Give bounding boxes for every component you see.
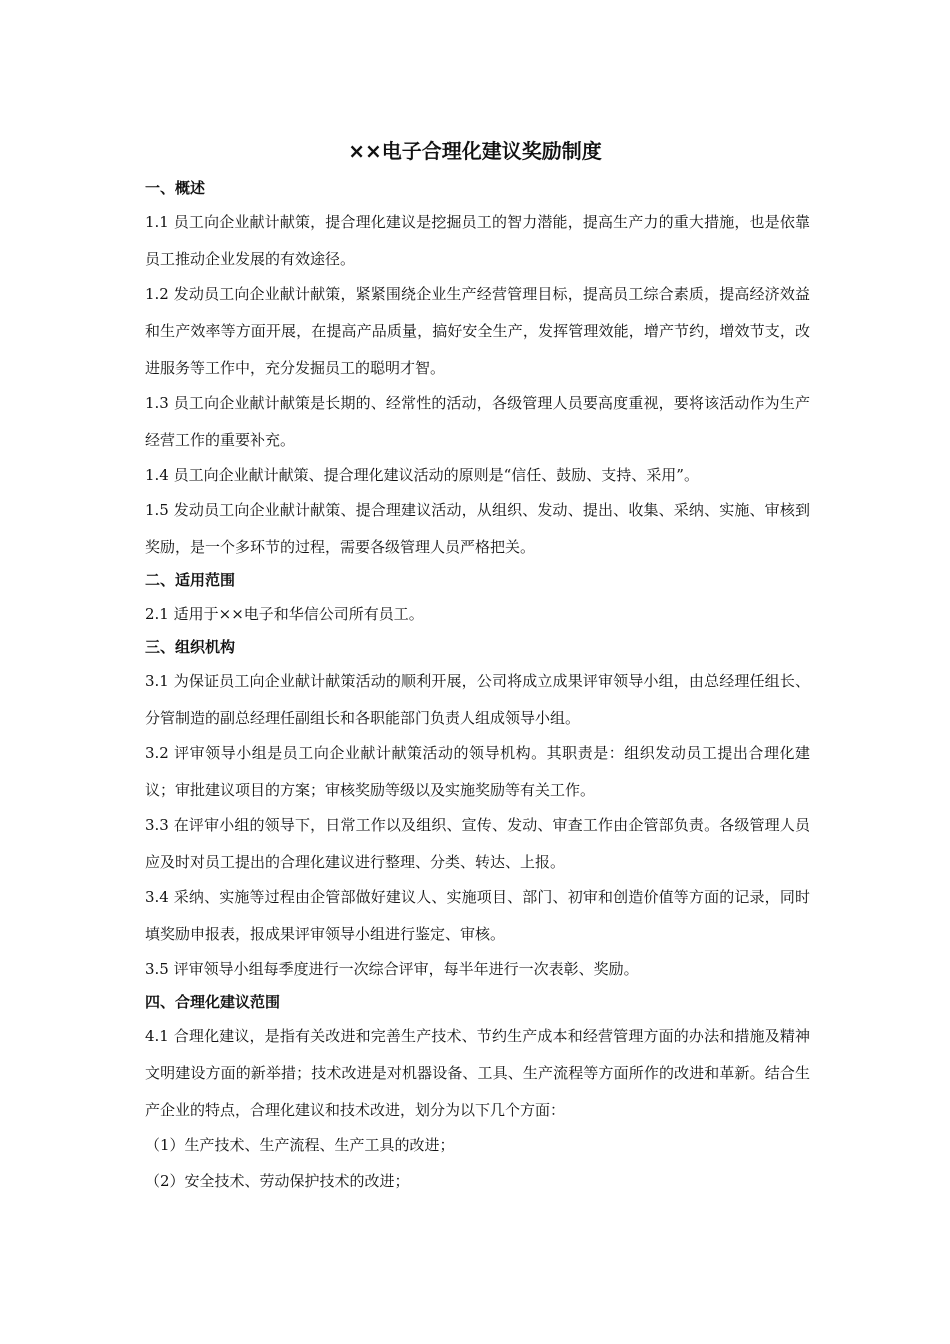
paragraph: 1.5 发动员工向企业献计献策、提合理建议活动，从组织、发动、提出、收集、采纳、实施、审核到奖励，是一个多环节的过程，需要各级管理人员严格把关。 xyxy=(145,501,810,556)
section-heading: 二、适用范围 xyxy=(145,571,236,589)
section-heading: 三、组织机构 xyxy=(145,638,236,656)
paragraph: 1.2 发动员工向企业献计献策，紧紧围绕企业生产经营管理目标，提高员工综合素质，提高经济效益和生产效率等方面开展，在提高产品质量，搞好安全生产，发挥管理效能，增产节约，增效节支，改进服务等工作中，充分发掘员工的聪明才智。 xyxy=(145,285,810,377)
paragraph: 3.2 评审领导小组是员工向企业献计献策活动的领导机构。其职责是：组织发动员工提出合理化建议；审批建议项目的方案；审核奖励等级以及实施奖励等有关工作。 xyxy=(145,744,810,799)
section-suggestion-scope xyxy=(145,986,810,1199)
document-body xyxy=(145,172,810,1199)
paragraph: 4.1 合理化建议，是指有关改进和完善生产技术、节约生产成本和经营管理方面的办法和措施及精神文明建设方面的新举措；技术改进是对机器设备、工具、生产流程等方面所作的改进和革新。结合生产企业的特点，合理化建议和技术改进，划分为以下几个方面： xyxy=(145,1027,810,1119)
paragraph: 3.4 采纳、实施等过程由企管部做好建议人、实施项目、部门、初审和创造价值等方面的记录，同时填奖励申报表，报成果评审领导小组进行鉴定、审核。 xyxy=(145,888,810,943)
paragraph: 3.5 评审领导小组每季度进行一次综合评审，每半年进行一次表彰、奖励。 xyxy=(145,960,639,978)
document-title: ××电子合理化建议奖励制度 xyxy=(348,139,602,163)
paragraph: 1.4 员工向企业献计献策、提合理化建议活动的原则是“信任、鼓励、支持、采用”。 xyxy=(145,466,699,484)
paragraph: 3.3 在评审小组的领导下，日常工作以及组织、宣传、发动、审查工作由企管部负责。各级管理人员应及时对员工提出的合理化建议进行整理、分类、转达、上报。 xyxy=(145,816,810,871)
section-heading: 一、概述 xyxy=(145,179,206,197)
paragraph: 2.1 适用于××电子和华信公司所有员工。 xyxy=(145,605,424,623)
paragraph: 1.3 员工向企业献计献策是长期的、经常性的活动，各级管理人员要高度重视，要将该活动作为生产经营工作的重要补充。 xyxy=(145,394,810,449)
paragraph: 1.1 员工向企业献计献策，提合理化建议是挖掘员工的智力潜能，提高生产力的重大措施，也是依靠员工推动企业发展的有效途径。 xyxy=(145,213,810,268)
section-heading: 四、合理化建议范围 xyxy=(145,993,281,1011)
list-item: （1）生产技术、生产流程、生产工具的改进； xyxy=(145,1136,455,1154)
section-overview xyxy=(145,172,810,566)
paragraph: 3.1 为保证员工向企业献计献策活动的顺利开展，公司将成立成果评审领导小组，由总经理任组长、分管制造的副总经理任副组长和各职能部门负责人组成领导小组。 xyxy=(145,672,810,727)
section-scope xyxy=(145,564,810,633)
list-item: （2）安全技术、劳动保护技术的改进； xyxy=(145,1172,410,1190)
section-organization xyxy=(145,631,810,988)
